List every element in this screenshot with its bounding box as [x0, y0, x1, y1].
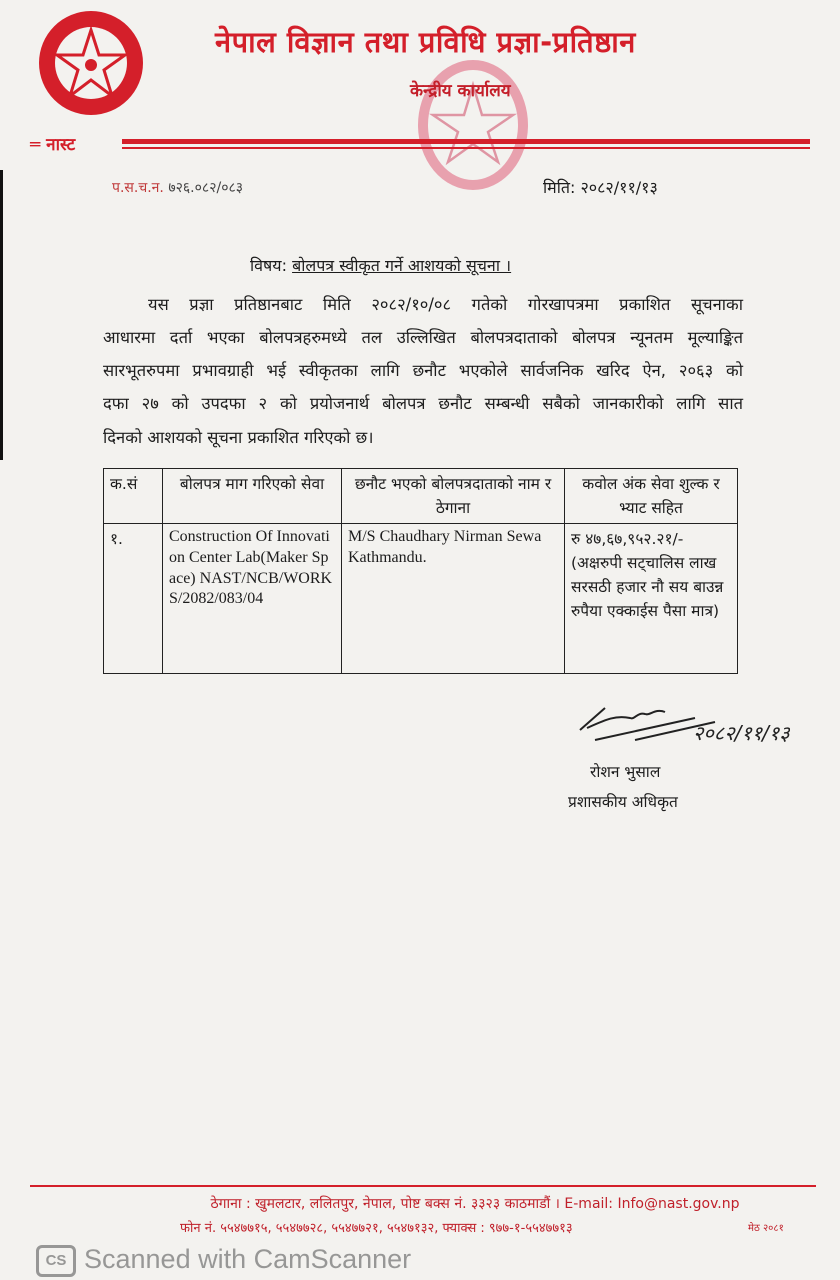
amount-figures: रु ४७,६७,९५२.२१/-: [571, 530, 684, 549]
subject: [250, 254, 511, 276]
signatory-name: रोशन भुसाल: [590, 763, 661, 781]
office-name: केन्द्रीय कार्यालय: [410, 81, 511, 101]
amount-words: (अक्षरुपी सट्चालिस लाख सरसठी हजार नौ सय बाउन्न रुपैया एक्काईस पैसा मात्र): [571, 554, 724, 621]
camscanner-watermark: [36, 1243, 411, 1277]
footer-phone: फोन नं. ५५४७७१५, ५५४७७२८, ५५४७७२१, ५५४७१३२, फ्याक्स : ९७७-१-५५४७७१३: [180, 1221, 573, 1236]
signatory-title: प्रशासकीय अधिकृत: [568, 793, 678, 811]
subject-text: बोलपत्र स्वीकृत गर्ने आशयको सूचना ।: [292, 256, 512, 275]
body-line: आधारमा दर्ता भएका बोलपत्रहरुमध्ये तल उल्लिखित बोलपत्रदाताको बोलपत्र न्यूनतम मूल्याङ्कित: [103, 328, 743, 347]
scan-edge: [0, 170, 3, 460]
nast-logo: [36, 8, 146, 118]
subject-label: विषय:: [250, 256, 287, 275]
ref-label: प.स.च.न.: [112, 180, 164, 196]
header-sn: क.सं: [104, 469, 163, 524]
ref-value: ७२६.०८२/०८३: [168, 180, 244, 196]
nast-short-name: ═ नास्ट: [30, 135, 76, 155]
cell-service: Construction Of Innovation Center Lab(Maker Space) NAST/NCB/WORKS/2082/083/04: [163, 524, 342, 674]
letter-date: मिति: २०८२/११/१३: [543, 178, 658, 197]
header-service: बोलपत्र माग गरिएको सेवा: [163, 469, 342, 524]
bid-table: [103, 468, 738, 674]
body-line: यस प्रज्ञा प्रतिष्ठानबाट मिति २०८२/१०/०८ गतेको गोरखापत्रमा प्रकाशित सूचनाका: [148, 295, 743, 314]
header-rule: [122, 139, 810, 144]
short-name: नास्ट: [46, 135, 76, 155]
handwritten-signature: [575, 700, 790, 755]
organization-name: नेपाल विज्ञान तथा प्रविधि प्रज्ञा-प्रतिष्ठान: [215, 25, 636, 59]
body-line: दिनको आशयको सूचना प्रकाशित गरिएको छ।: [103, 428, 374, 447]
camscanner-logo: CS: [36, 1245, 76, 1277]
body-line: सारभूतरुपमा प्रभावग्राही भई स्वीकृतका लागि छनौट भएकोले सार्वजनिक खरिद ऐन, २०६३ को: [103, 361, 743, 380]
footer-code: मेठ २०८१: [748, 1223, 784, 1234]
table-header-row: [104, 469, 738, 524]
cell-amount: [565, 524, 738, 674]
signature-date: २०८२/११/१३: [693, 721, 790, 745]
footer-rule: [30, 1185, 816, 1187]
header-bidder: छनौट भएको बोलपत्रदाताको नाम र ठेगाना: [342, 469, 565, 524]
watermark-text: Scanned with CamScanner: [84, 1244, 412, 1274]
table-row: [104, 524, 738, 674]
footer-address: ठेगाना : खुमलटार, ललितपुर, नेपाल, पोष्ट बक्स नं. ३३२३ काठमाडौं । E-mail: Info@nast.gov.np: [210, 1196, 740, 1212]
reference-number: [112, 178, 243, 197]
header-amount: कवोल अंक सेवा शुल्क र भ्याट सहित: [565, 469, 738, 524]
header-rule-thin: [122, 147, 810, 149]
cell-bidder: M/S Chaudhary Nirman Sewa Kathmandu.: [342, 524, 565, 674]
cell-sn: १.: [104, 524, 163, 674]
body-line: दफा २७ को उपदफा २ को प्रयोजनार्थ बोलपत्र छनौट सम्बन्धी सबैको जानकारीको लागि सात: [103, 394, 743, 413]
